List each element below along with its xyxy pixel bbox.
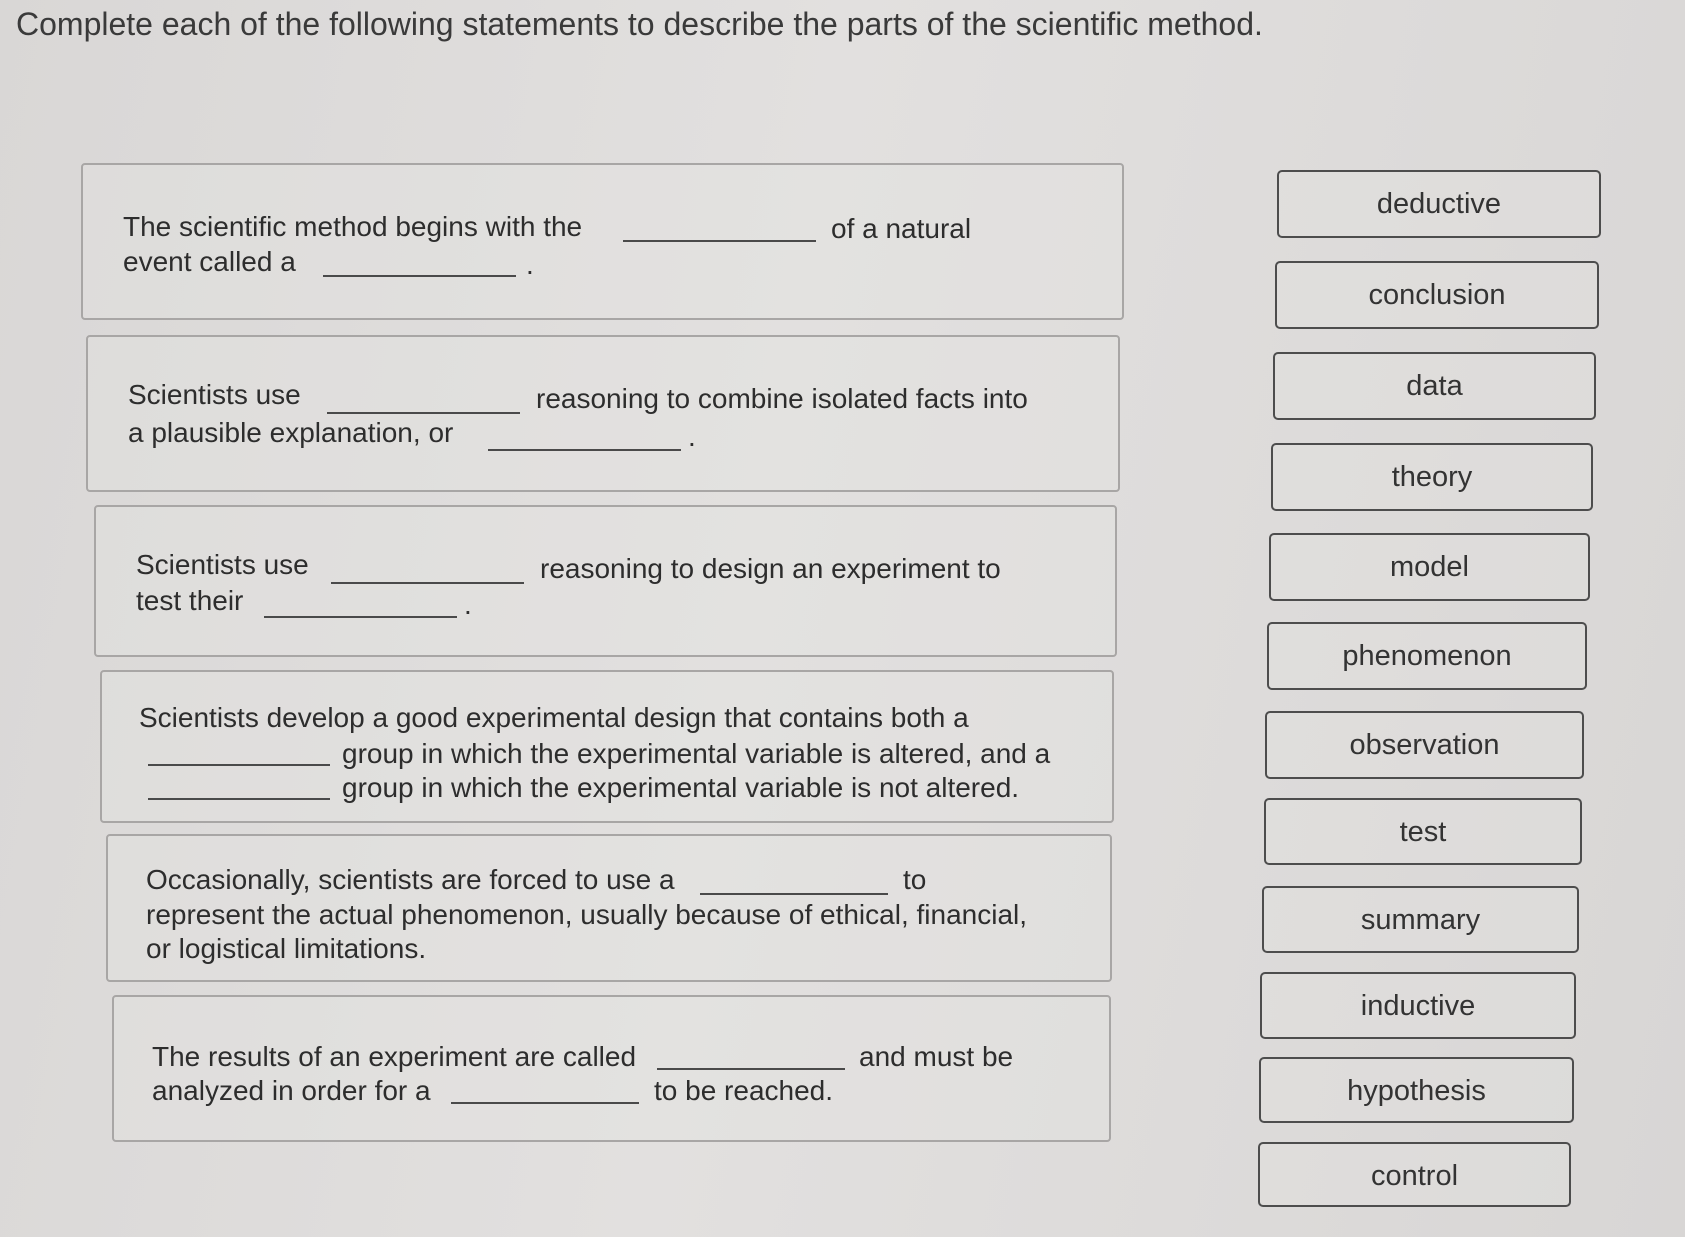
answer-blank[interactable]: [623, 240, 816, 242]
answer-blank[interactable]: [488, 449, 681, 451]
statement-text: test their: [136, 585, 244, 616]
answer-blank[interactable]: [148, 798, 330, 800]
statement-text: reasoning to combine isolated facts into: [536, 383, 1028, 414]
word-label: test: [1399, 816, 1447, 848]
word-label: summary: [1360, 904, 1481, 936]
statement-box-1: [81, 163, 1124, 320]
statement-text: .: [526, 249, 534, 280]
statement-text: group in which the experimental variable is altered, and a: [342, 738, 1051, 769]
word-tile-data[interactable]: [1273, 352, 1596, 420]
word-label: deductive: [1376, 188, 1502, 220]
word-label: inductive: [1360, 990, 1476, 1022]
answer-blank[interactable]: [451, 1102, 639, 1104]
statement-box-5: [106, 834, 1112, 982]
word-label: control: [1370, 1160, 1459, 1192]
answer-blank[interactable]: [331, 582, 524, 584]
statement-text: a plausible explanation, or: [128, 417, 454, 448]
word-tile-deductive[interactable]: [1277, 170, 1601, 238]
statement-text: group in which the experimental variable is not altered.: [342, 772, 1020, 803]
answer-blank[interactable]: [700, 893, 888, 895]
word-tile-test[interactable]: [1264, 798, 1582, 865]
statement-text: or logistical limitations.: [146, 933, 427, 964]
answer-blank[interactable]: [323, 275, 516, 277]
statement-text: .: [688, 421, 696, 452]
instructions-text: Complete each of the following statements to describe the parts of the scientific method.: [16, 6, 1263, 42]
word-label: model: [1390, 551, 1469, 583]
word-tile-hypothesis[interactable]: [1259, 1057, 1574, 1123]
statement-text: .: [464, 589, 472, 620]
word-tile-phenomenon[interactable]: [1267, 622, 1587, 690]
word-tile-summary[interactable]: [1262, 886, 1579, 953]
word-tile-model[interactable]: [1269, 533, 1590, 601]
answer-blank[interactable]: [657, 1068, 845, 1070]
word-tile-observation[interactable]: [1265, 711, 1584, 779]
word-label: data: [1406, 370, 1463, 402]
statement-text: The results of an experiment are called: [152, 1041, 637, 1072]
statement-text: The scientific method begins with the: [123, 211, 583, 242]
statement-text: of a natural: [831, 213, 972, 244]
word-label: observation: [1349, 729, 1500, 761]
statement-box-6: [112, 995, 1111, 1142]
word-label: hypothesis: [1347, 1075, 1486, 1107]
word-tile-inductive[interactable]: [1260, 972, 1576, 1039]
statement-text: and must be: [859, 1041, 1014, 1072]
statement-text: event called a: [123, 246, 296, 277]
statement-box-2: [86, 335, 1120, 492]
word-tile-control[interactable]: [1258, 1142, 1571, 1207]
statement-text: Scientists use: [128, 379, 301, 410]
statement-text: analyzed in order for a: [152, 1075, 431, 1106]
statement-text: to be reached.: [654, 1075, 834, 1106]
word-label: phenomenon: [1342, 640, 1512, 672]
answer-blank[interactable]: [264, 616, 457, 618]
word-tile-conclusion[interactable]: [1275, 261, 1599, 329]
statement-text: represent the actual phenomenon, usually because of ethical, financial,: [146, 899, 1028, 930]
statement-text: Scientists develop a good experimental design that contains both a: [139, 702, 969, 733]
word-label: theory: [1391, 461, 1473, 493]
statement-text: Occasionally, scientists are forced to use a: [146, 864, 675, 895]
statement-text: Scientists use: [136, 549, 309, 580]
statement-text: to: [903, 864, 927, 895]
word-label: conclusion: [1368, 279, 1506, 311]
statement-text: reasoning to design an experiment to: [540, 553, 1001, 584]
statement-box-4: [100, 670, 1114, 823]
answer-blank[interactable]: [148, 764, 330, 766]
answer-blank[interactable]: [327, 412, 520, 414]
word-tile-theory[interactable]: [1271, 443, 1593, 511]
statement-box-3: [94, 505, 1117, 657]
